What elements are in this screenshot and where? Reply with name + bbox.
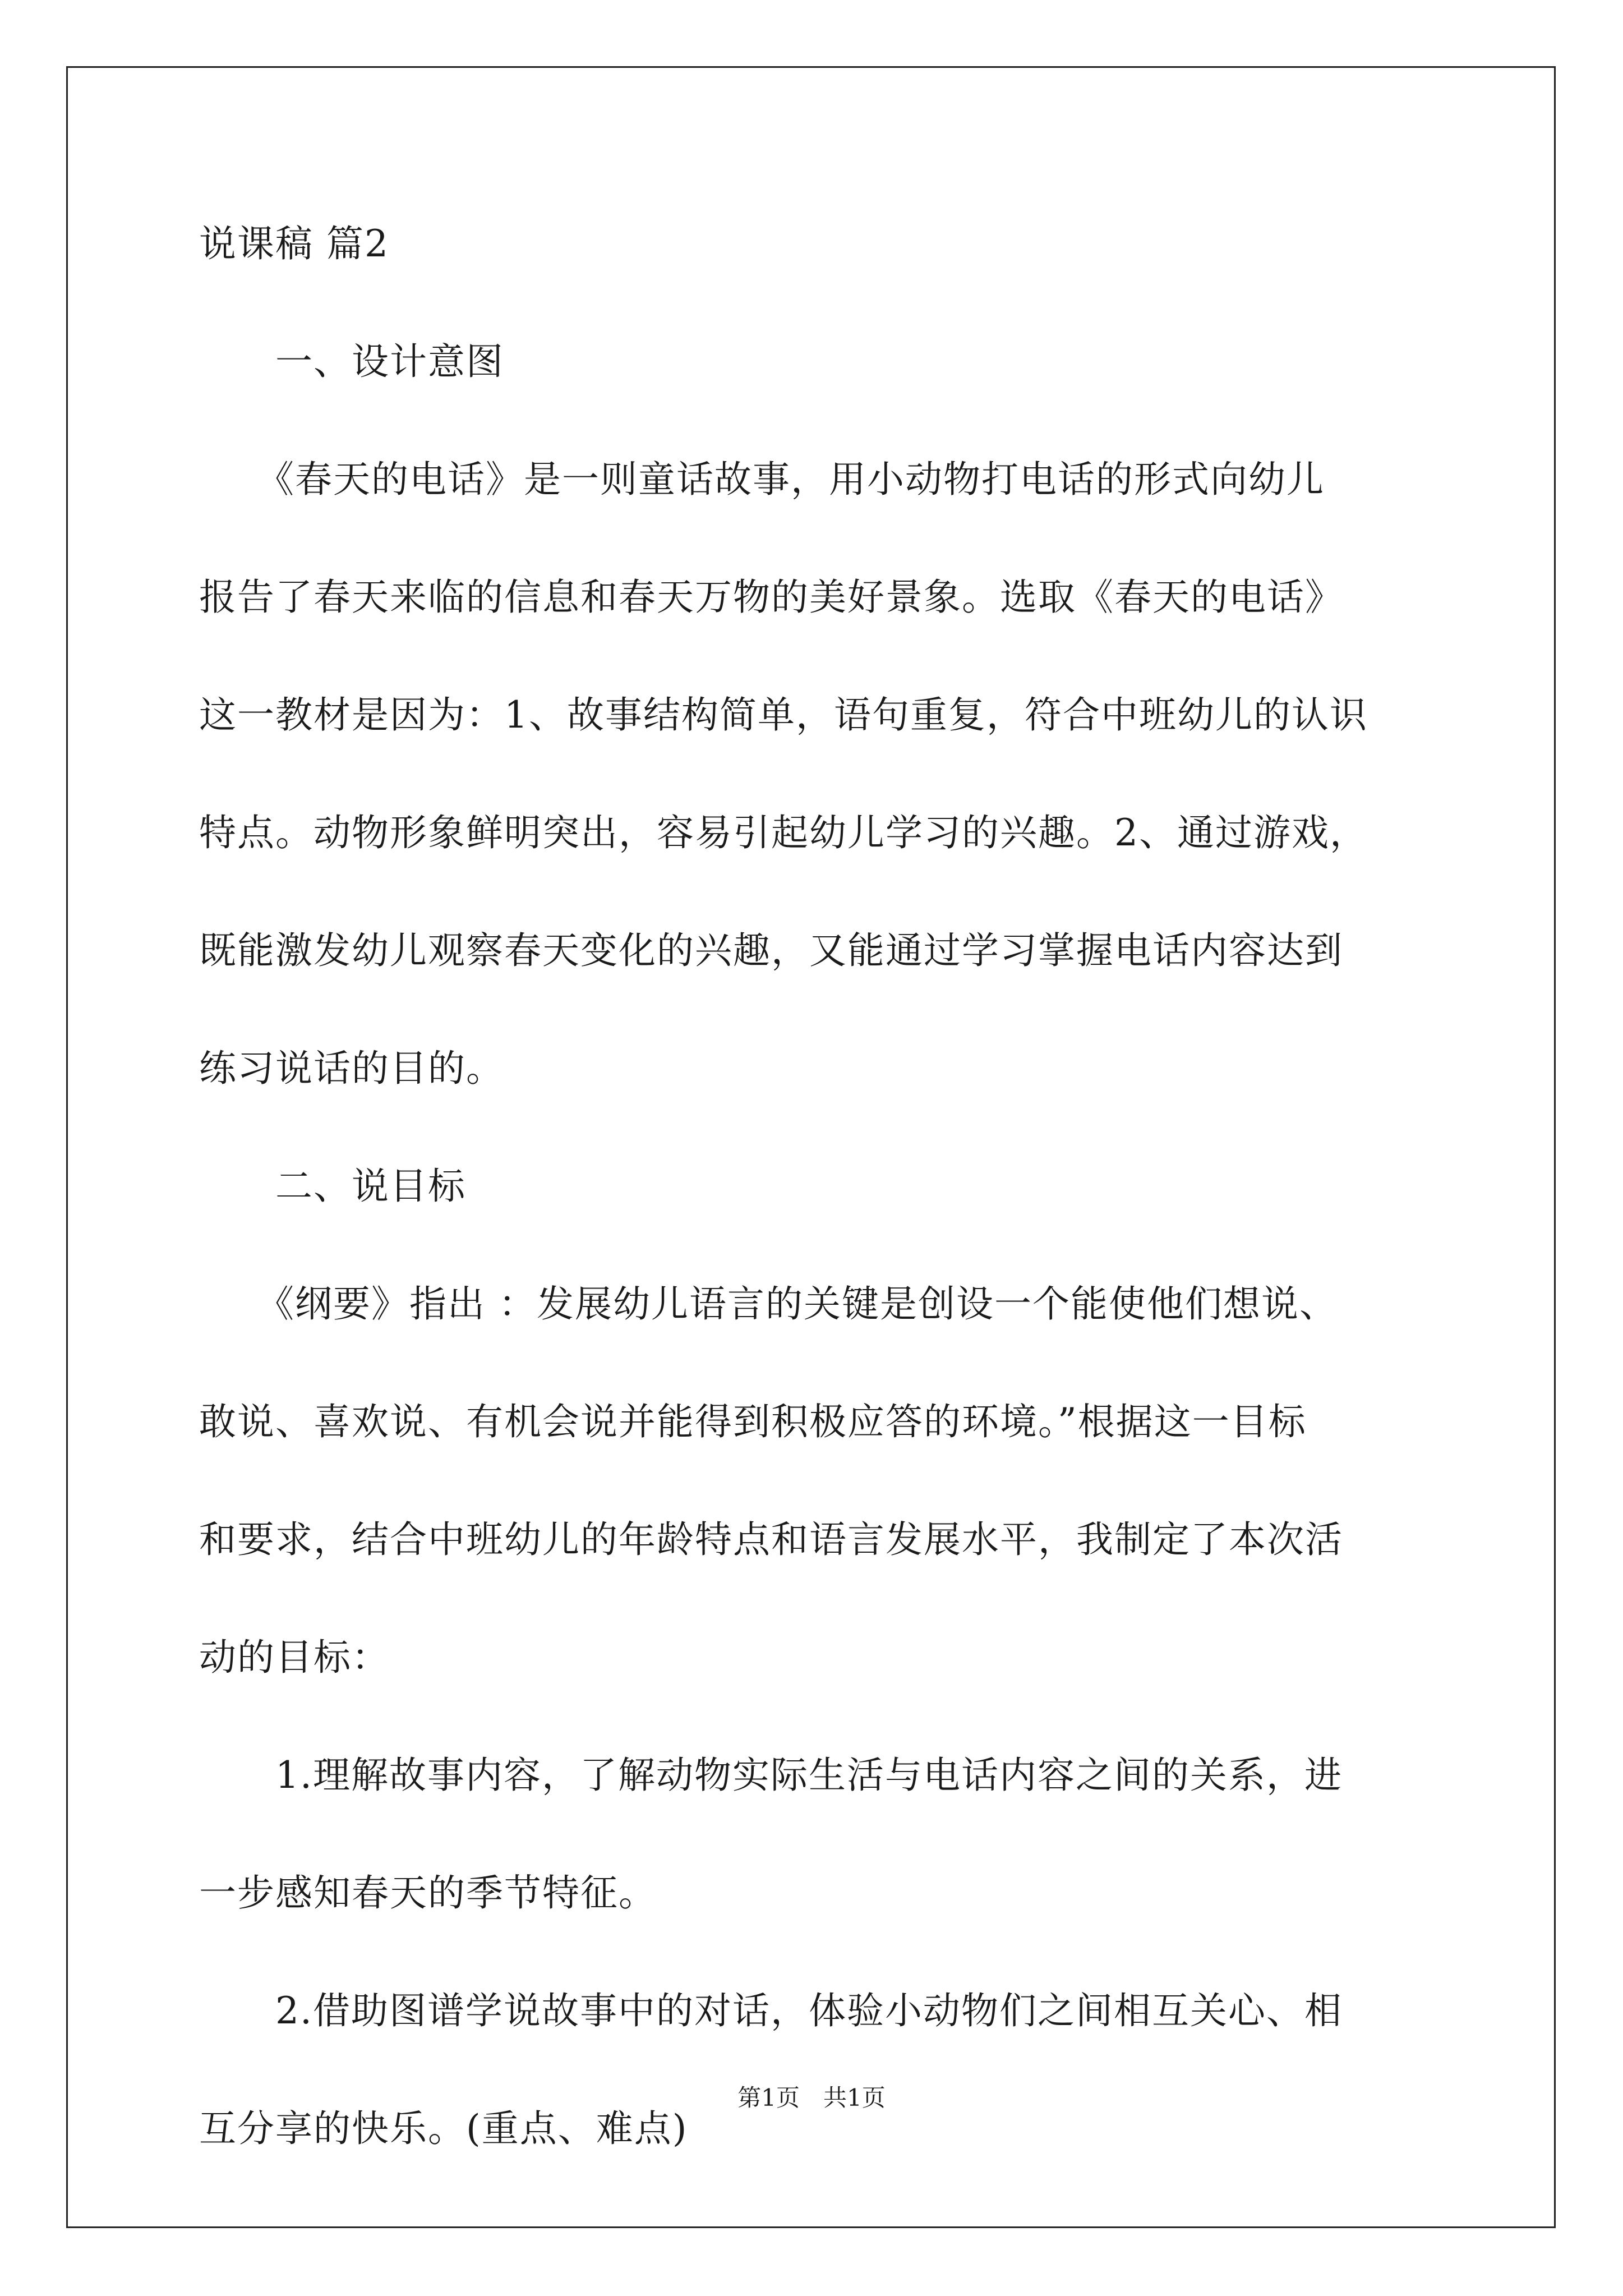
paragraph-line: 既能激发幼儿观察春天变化的兴趣，又能通过学习掌握电话内容达到 [199, 929, 1343, 972]
list-item-line: 1.理解故事内容，了解动物实际生活与电话内容之间的关系，进 [199, 1754, 1343, 1797]
paragraph-line: 和要求，结合中班幼儿的年龄特点和语言发展水平，我制定了本次活 [199, 1518, 1343, 1561]
section-heading: 一、设计意图 [199, 340, 504, 383]
paragraph-line: 这一教材是因为：1、故事结构简单，语句重复，符合中班幼儿的认识 [199, 693, 1368, 737]
page-footer: 第1页 共1页 [737, 2084, 886, 2111]
paragraph-line: 《纲要》指出 ：发展幼儿语言的关键是创设一个能使他们想说、 [199, 1282, 1338, 1326]
list-item-line: 互分享的快乐。(重点、难点) [199, 2107, 688, 2150]
paragraph-line: 特点。动物形象鲜明突出，容易引起幼儿学习的兴趣。2、通过游戏， [199, 811, 1368, 854]
paragraph-line: 《春天的电话》是一则童话故事，用小动物打电话的形式向幼儿 [199, 458, 1325, 501]
paragraph-line: 动的目标： [199, 1636, 390, 1679]
paragraph-line: 敢说、喜欢说、有机会说并能得到积极应答的环境。”根据这一目标 [199, 1400, 1307, 1443]
paragraph-line: 练习说话的目的。 [199, 1047, 504, 1090]
list-item-line: 一步感知春天的季节特征。 [199, 1871, 657, 1915]
document-title: 说课稿 篇2 [199, 222, 389, 265]
list-item-line: 2.借助图谱学说故事中的对话，体验小动物们之间相互关心、相 [199, 1989, 1343, 2032]
section-heading: 二、说目标 [199, 1165, 466, 1208]
paragraph-line: 报告了春天来临的信息和春天万物的美好景象。选取《春天的电话》 [199, 576, 1343, 619]
